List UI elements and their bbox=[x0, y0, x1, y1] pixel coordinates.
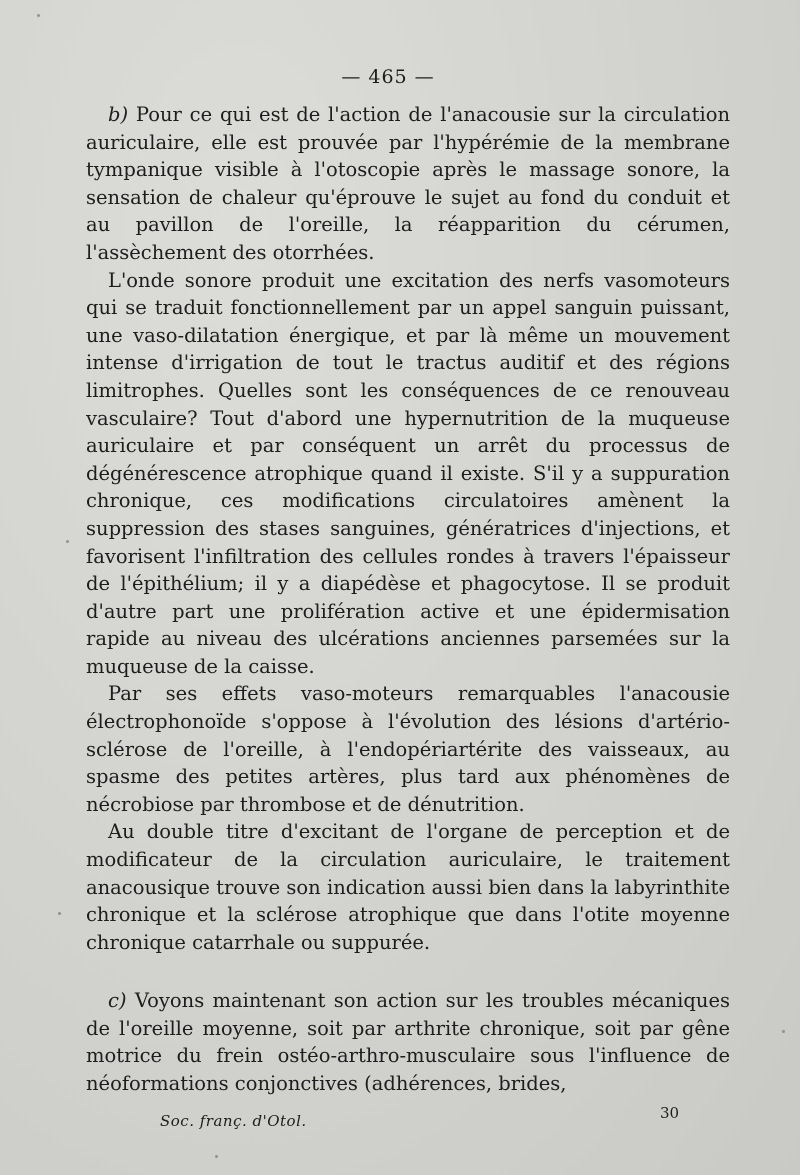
section-b bbox=[86, 101, 730, 956]
journal-footer: Soc. franç. d'Otol. bbox=[160, 1112, 307, 1130]
paragraph-b-3: Par ses effets vaso-moteurs remarquables l'anacousie électrophonoïde s'oppose à l'évolution des lésions d'artério-sclérose de l'oreille, à l'endopériartérite des vaisseaux, au spasme des petites artères, plus tard aux phénomènes de nécrobiose par thrombose et de dénutrition. bbox=[86, 682, 730, 816]
paper-speck bbox=[66, 540, 69, 543]
paragraph-b-4: Au double titre d'excitant de l'organe de perception et de modificateur de la circulation auriculaire, le traitement anacousique trouve son indication aussi bien dans la labyrinthite chronique et la sclérose atrophique que dans l'otite moyenne chronique catarrhale ou suppurée. bbox=[86, 820, 730, 954]
paragraph-b-1-text: Pour ce qui est de l'action de l'anacousie sur la circulation auriculaire, elle est prouvée par l'hypérémie de la membrane tympanique visible à l'otoscopie après le massage sonore, la sensation de chaleur qu'éprouve le sujet au fond du conduit et au pavillon de l'oreille, la réapparition du cérumen, l'assèchement des otorrhées. bbox=[86, 103, 730, 264]
signature-number: 30 bbox=[660, 1104, 680, 1122]
paragraph-b-1 bbox=[86, 101, 730, 267]
paragraph-c-1 bbox=[86, 987, 730, 1097]
paper-speck bbox=[215, 1155, 218, 1158]
paragraph-c-1-text: Voyons maintenant son action sur les troubles mécaniques de l'oreille moyenne, soit par arthrite chronique, soit par gêne motrice du frein ostéo-arthro-musculaire sous l'influence de néoformations conjonctives (adhérences, brides, bbox=[86, 989, 730, 1095]
section-marker-b: b) bbox=[108, 103, 129, 126]
paper-speck bbox=[58, 912, 61, 915]
section-marker-c: c) bbox=[108, 989, 127, 1012]
page-number: — 465 — bbox=[341, 66, 435, 88]
section-c bbox=[86, 987, 730, 1097]
paper-speck bbox=[782, 1030, 785, 1033]
paper-speck bbox=[37, 14, 40, 17]
paragraph-b-2: L'onde sonore produit une excitation des nerfs vasomoteurs qui se traduit fonctionnellement par un appel sanguin puissant, une vaso-dilatation énergique, et par là même un mouvement intense d'irrigation de tout le tractus auditif et des régions limitrophes. Quelles sont les conséquences de ce renouveau vasculaire? Tout d'abord une hypernutrition de la muqueuse auriculaire et par conséquent un arrêt du processus de dégénérescence atrophique quand il existe. S'il y a suppuration chronique, ces modifications circulatoires amènent la suppression des stases sanguines, génératrices d'injections, et favorisent l'infiltration des cellules rondes à travers l'épaisseur de l'épithélium; il y a diapédèse et phagocytose. Il se produit d'autre part une prolifération active et une épidermisation rapide au niveau des ulcérations anciennes parsemées sur la muqueuse de la caisse. bbox=[86, 268, 730, 678]
